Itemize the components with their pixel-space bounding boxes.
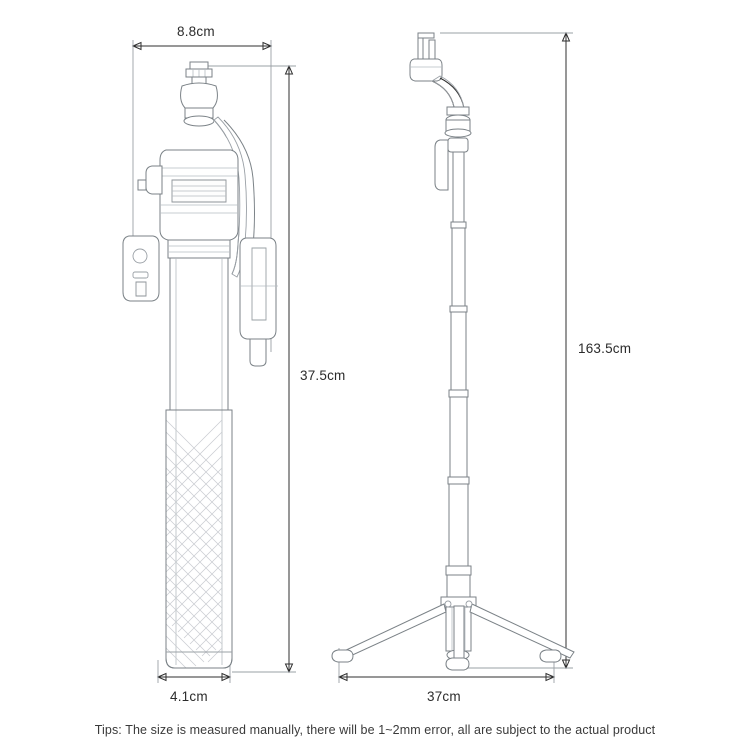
extended-view-group <box>332 33 574 683</box>
tips-text: Tips: The size is measured manually, there will be 1~2mm error, all are subject to the actual product <box>94 723 656 737</box>
label-folded-diameter: 4.1cm <box>170 689 208 704</box>
extended-product-illustration <box>332 33 574 670</box>
folded-product-illustration <box>123 62 278 668</box>
folded-view-group <box>123 40 296 683</box>
label-folded-width: 8.8cm <box>177 24 215 39</box>
label-folded-height: 37.5cm <box>300 368 346 383</box>
label-extended-height: 163.5cm <box>578 341 632 356</box>
label-tripod-span: 37cm <box>427 689 461 704</box>
